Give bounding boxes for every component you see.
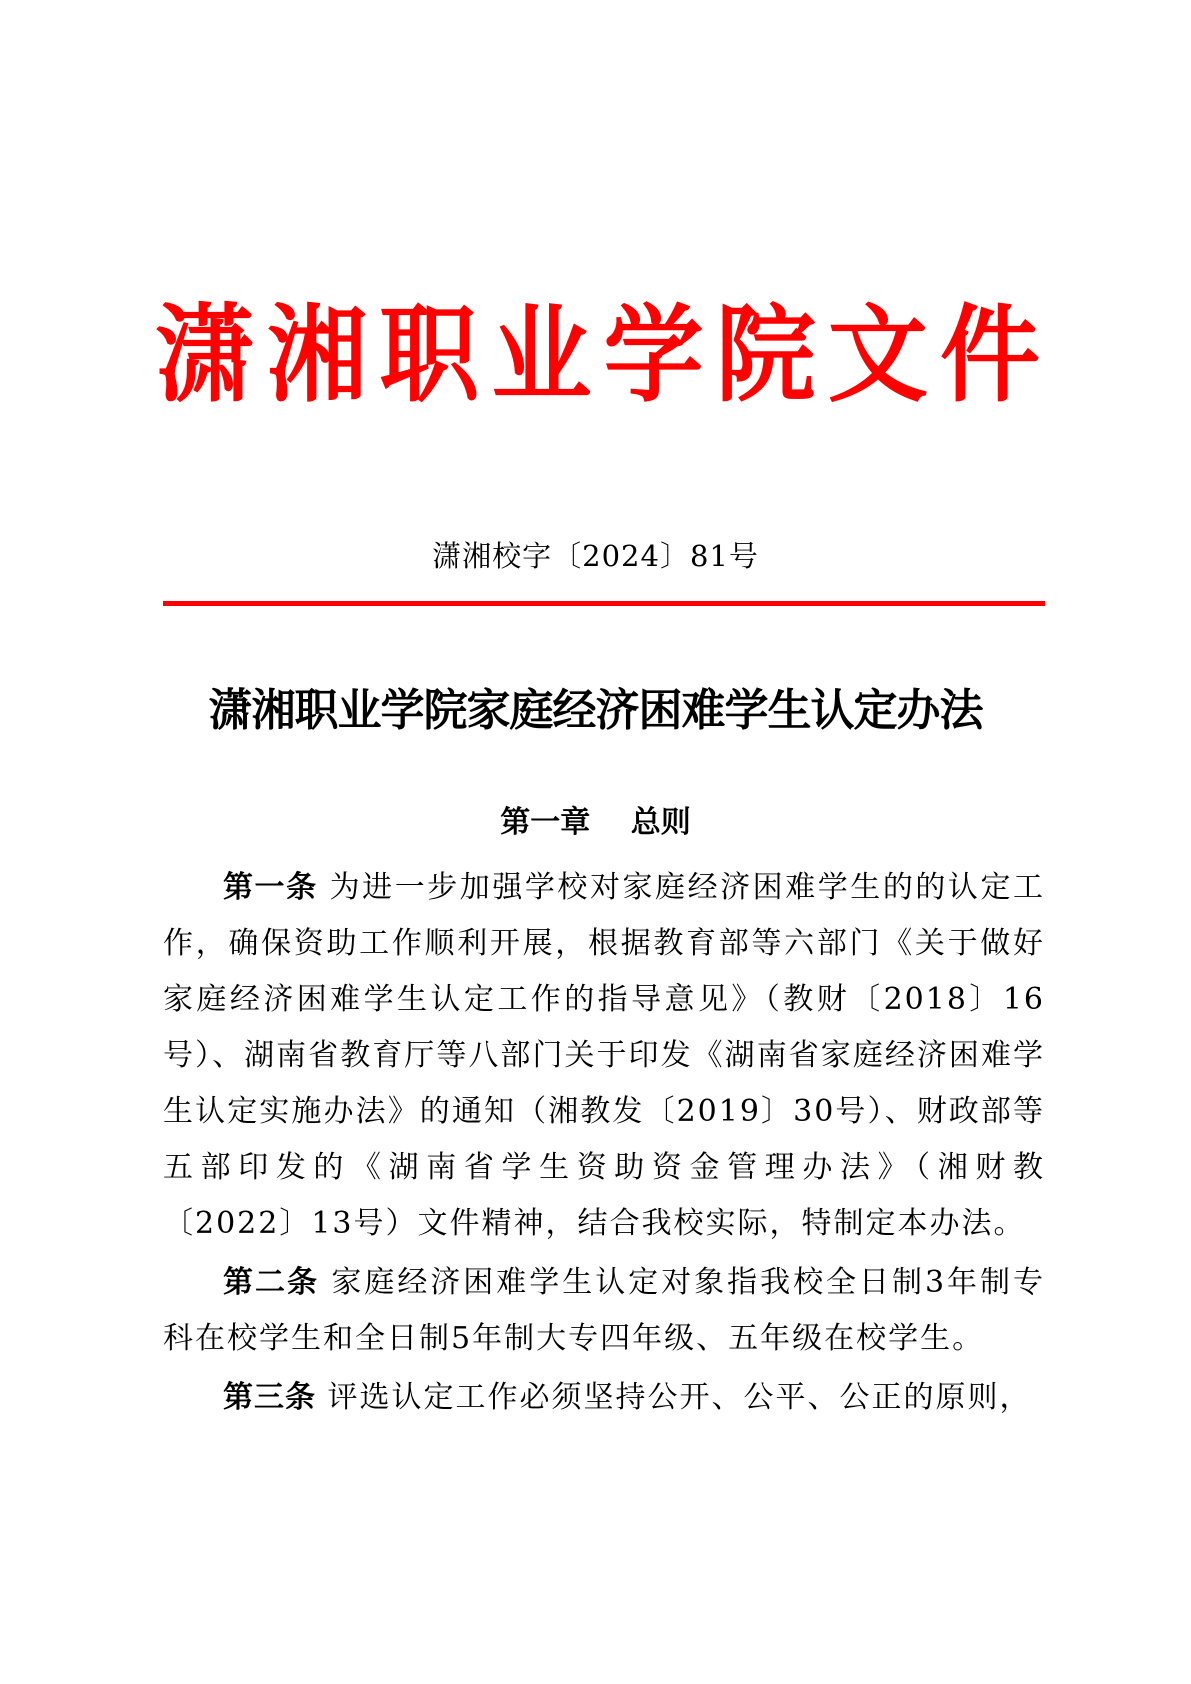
masthead-char: 潇	[155, 293, 255, 417]
article-label: 第三条	[223, 1380, 316, 1415]
article-text: 为进一步加强学校对家庭经济困难学生的的认定工作，确保资助工作顺利开展，根据教育部等六部门《关于做好家庭经济困难学生认定工作的指导意见》（教财〔2018〕16号）、湖南省教育厅等八部门关于印发《湖南省家庭经济困难学生认定实施办法》的通知（湘教发〔2019〕30号）、财政部等五部印发的《湖南省学生资助资金管理办法》（湘财教〔2022〕13号）文件精神，结合我校实际，特制定本办法。	[163, 870, 1046, 1241]
document-title: 潇湘职业学院家庭经济困难学生认定办法	[208, 685, 983, 736]
masthead-char: 文	[827, 293, 928, 417]
article-paragraph	[163, 860, 1045, 1252]
article-text: 评选认定工作必须坚持公开、公平、公正的原则，	[327, 1380, 1032, 1415]
masthead-char: 湘	[267, 293, 368, 417]
masthead-char: 件	[939, 293, 1040, 417]
article-paragraph	[163, 1370, 1045, 1426]
article-label: 第一条	[223, 870, 318, 905]
masthead-char: 院	[715, 293, 816, 417]
article-text: 家庭经济困难学生认定对象指我校全日制3年制专科在校学生和全日制5年制大专四年级、五年级在校学生。	[163, 1265, 1046, 1356]
article-label: 第二条	[223, 1265, 319, 1300]
masthead-char: 学	[603, 293, 704, 417]
document-body	[163, 860, 1045, 1426]
red-separator-line	[163, 601, 1045, 606]
document-masthead	[150, 295, 1045, 415]
masthead-char: 职	[379, 293, 480, 417]
masthead-char: 业	[491, 293, 592, 417]
article-paragraph	[163, 1255, 1045, 1367]
chapter-heading: 第一章 总则	[500, 805, 691, 840]
document-number: 潇湘校字〔2024〕81号	[432, 539, 759, 573]
